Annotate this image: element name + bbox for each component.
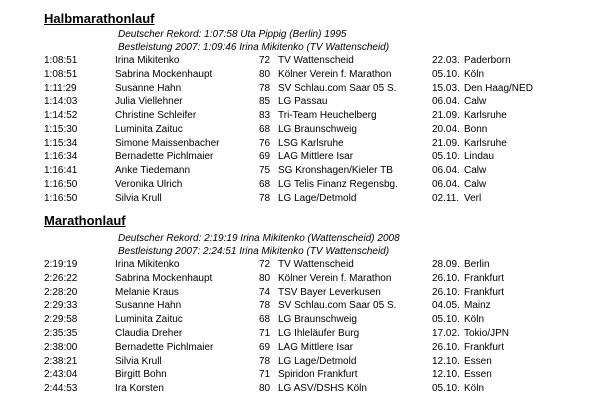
cell-date: 22.03. bbox=[432, 55, 460, 66]
cell-time: 1:15:30 bbox=[44, 123, 78, 135]
cell-date: 26.10. bbox=[432, 341, 460, 353]
cell-name: Luminita Zaituc bbox=[115, 123, 183, 135]
cell-year: 72 bbox=[259, 259, 271, 270]
halbmarathon-best: Bestleistung 2007: 1:09:46 Irina Mikitenko (TV Wattenscheid) bbox=[118, 42, 390, 53]
cell-year: 75 bbox=[259, 165, 271, 176]
cell-time: 1:08:51 bbox=[44, 68, 78, 80]
cell-place: Paderborn bbox=[464, 55, 511, 66]
cell-time: 2:29:58 bbox=[44, 314, 78, 326]
cell-name: Bernadette Pichlmaier bbox=[115, 341, 214, 353]
cell-time: 2:35:35 bbox=[44, 328, 78, 339]
cell-year: 68 bbox=[259, 314, 271, 326]
cell-place: Frankfurt bbox=[464, 272, 505, 284]
cell-year: 69 bbox=[259, 341, 271, 353]
cell-date: 28.09. bbox=[432, 259, 460, 270]
cell-date: 06.04. bbox=[432, 165, 460, 176]
cell-date: 05.10. bbox=[432, 151, 460, 163]
cell-club: Kölner Verein f. Marathon bbox=[278, 68, 392, 80]
cell-place: Calw bbox=[464, 165, 487, 176]
cell-name: Sabrina Mockenhaupt bbox=[115, 272, 213, 284]
cell-year: 78 bbox=[259, 300, 271, 312]
cell-time: 1:16:50 bbox=[44, 178, 78, 190]
cell-time: 2:38:00 bbox=[44, 341, 78, 353]
cell-time: 1:16:41 bbox=[44, 165, 78, 176]
cell-name: Claudia Dreher bbox=[115, 328, 183, 339]
cell-club: SG Kronshagen/Kieler TB bbox=[278, 165, 393, 176]
cell-date: 12.10. bbox=[432, 369, 460, 381]
cell-place: Den Haag/NED bbox=[464, 82, 533, 94]
cell-date: 06.04. bbox=[432, 96, 460, 108]
cell-place: Frankfurt bbox=[464, 286, 505, 298]
cell-name: Julia Viellehner bbox=[115, 96, 183, 108]
marathon-record: Deutscher Rekord: 2:19:19 Irina Mikitenko (Wattenscheid) 2008 bbox=[118, 233, 400, 244]
cell-date: 05.10. bbox=[432, 68, 460, 80]
cell-place: Köln bbox=[464, 383, 485, 395]
cell-name: Birgitt Bohn bbox=[115, 369, 167, 381]
cell-time: 1:16:34 bbox=[44, 151, 78, 163]
cell-date: 05.10. bbox=[432, 314, 460, 326]
cell-club: Tri-Team Heuchelberg bbox=[278, 110, 377, 121]
cell-year: 80 bbox=[259, 68, 271, 80]
cell-time: 1:14:03 bbox=[44, 96, 78, 108]
cell-name: Ira Korsten bbox=[115, 383, 164, 395]
cell-place: Verl bbox=[464, 192, 482, 204]
cell-time: 2:43:04 bbox=[44, 369, 78, 381]
cell-name: Susanne Hahn bbox=[115, 300, 182, 312]
cell-club: TSV Bayer Leverkusen bbox=[278, 286, 381, 298]
cell-time: 2:28:20 bbox=[44, 286, 78, 298]
cell-club: SV Schlau.com Saar 05 S. bbox=[278, 82, 397, 94]
cell-date: 21.09. bbox=[432, 110, 460, 121]
cell-name: Veronika Ulrich bbox=[115, 178, 183, 190]
cell-year: 68 bbox=[259, 178, 271, 190]
cell-date: 26.10. bbox=[432, 272, 460, 284]
cell-date: 15.03. bbox=[432, 82, 460, 94]
cell-place: Karlsruhe bbox=[464, 110, 507, 121]
cell-time: 2:19:19 bbox=[44, 259, 78, 270]
cell-place: Lindau bbox=[464, 151, 495, 163]
cell-time: 2:29:33 bbox=[44, 300, 78, 312]
cell-date: 26.10. bbox=[432, 286, 460, 298]
cell-club: LAG Mittlere Isar bbox=[278, 151, 354, 163]
cell-date: 04.05. bbox=[432, 300, 460, 312]
cell-year: 78 bbox=[259, 355, 271, 367]
cell-time: 2:44:53 bbox=[44, 383, 78, 395]
cell-club: Kölner Verein f. Marathon bbox=[278, 272, 392, 284]
cell-date: 12.10. bbox=[432, 355, 460, 367]
cell-date: 02.11. bbox=[432, 192, 460, 204]
marathon-title: Marathonlauf bbox=[44, 213, 126, 228]
cell-time: 1:08:51 bbox=[44, 55, 78, 66]
cell-place: Essen bbox=[464, 355, 492, 367]
cell-club: Spiridon Frankfurt bbox=[278, 369, 358, 381]
cell-place: Karlsruhe bbox=[464, 137, 507, 149]
cell-club: SV Schlau.com Saar 05 S. bbox=[278, 300, 397, 312]
cell-club: TV Wattenscheid bbox=[278, 55, 354, 66]
cell-club: LG Ihleläufer Burg bbox=[278, 328, 360, 339]
cell-club: LG Braunschweig bbox=[278, 123, 357, 135]
cell-name: Silvia Krull bbox=[115, 192, 162, 204]
cell-time: 2:26:22 bbox=[44, 272, 78, 284]
cell-date: 20.04. bbox=[432, 123, 460, 135]
cell-club: LG Braunschweig bbox=[278, 314, 357, 326]
cell-time: 2:38:21 bbox=[44, 355, 78, 367]
cell-time: 1:15:34 bbox=[44, 137, 78, 149]
cell-date: 17.02. bbox=[432, 328, 460, 339]
cell-club: LG Lage/Detmold bbox=[278, 192, 357, 204]
cell-place: Mainz bbox=[464, 300, 491, 312]
cell-time: 1:16:50 bbox=[44, 192, 78, 204]
cell-club: LG Telis Finanz Regensbg. bbox=[278, 178, 398, 190]
halbmarathon-title: Halbmarathonlauf bbox=[44, 11, 155, 26]
cell-year: 85 bbox=[259, 96, 271, 108]
cell-year: 76 bbox=[259, 137, 271, 149]
cell-year: 78 bbox=[259, 82, 271, 94]
cell-name: Bernadette Pichlmaier bbox=[115, 151, 214, 163]
cell-place: Bonn bbox=[464, 123, 488, 135]
cell-name: Sabrina Mockenhaupt bbox=[115, 68, 213, 80]
cell-place: Berlin bbox=[464, 259, 490, 270]
cell-place: Calw bbox=[464, 96, 487, 108]
cell-name: Simone Maissenbacher bbox=[115, 137, 220, 149]
cell-date: 06.04. bbox=[432, 178, 460, 190]
cell-year: 74 bbox=[259, 286, 271, 298]
cell-year: 68 bbox=[259, 123, 271, 135]
cell-time: 1:14:52 bbox=[44, 110, 78, 121]
cell-date: 05.10. bbox=[432, 383, 460, 395]
cell-year: 69 bbox=[259, 151, 271, 163]
cell-name: Melanie Kraus bbox=[115, 286, 179, 298]
cell-club: LAG Mittlere Isar bbox=[278, 341, 354, 353]
cell-name: Anke Tiedemann bbox=[115, 165, 191, 176]
cell-year: 71 bbox=[259, 328, 271, 339]
marathon-best: Bestleistung 2007: 2:24:51 Irina Mikitenko (TV Wattenscheid) bbox=[118, 246, 390, 257]
cell-place: Essen bbox=[464, 369, 492, 381]
cell-place: Frankfurt bbox=[464, 341, 505, 353]
cell-name: Irina Mikitenko bbox=[115, 55, 180, 66]
cell-place: Tokio/JPN bbox=[464, 328, 510, 339]
cell-club: LSG Karlsruhe bbox=[278, 137, 344, 149]
cell-year: 78 bbox=[259, 192, 271, 204]
cell-place: Köln bbox=[464, 68, 485, 80]
cell-club: LG Lage/Detmold bbox=[278, 355, 357, 367]
cell-place: Calw bbox=[464, 178, 487, 190]
cell-year: 83 bbox=[259, 110, 271, 121]
cell-name: Christine Schleifer bbox=[115, 110, 197, 121]
cell-club: TV Wattenscheid bbox=[278, 259, 354, 270]
cell-year: 71 bbox=[259, 369, 271, 381]
halbmarathon-record: Deutscher Rekord: 1:07:58 Uta Pippig (Berlin) 1995 bbox=[118, 29, 347, 40]
cell-name: Silvia Krull bbox=[115, 355, 162, 367]
cell-name: Susanne Hahn bbox=[115, 82, 182, 94]
cell-year: 80 bbox=[259, 272, 271, 284]
cell-place: Köln bbox=[464, 314, 485, 326]
cell-club: LG ASV/DSHS Köln bbox=[278, 383, 367, 395]
cell-time: 1:11:29 bbox=[44, 82, 77, 94]
cell-name: Irina Mikitenko bbox=[115, 259, 180, 270]
cell-year: 72 bbox=[259, 55, 271, 66]
cell-name: Luminita Zaituc bbox=[115, 314, 183, 326]
cell-year: 80 bbox=[259, 383, 271, 395]
cell-date: 21.09. bbox=[432, 137, 460, 149]
cell-club: LG Passau bbox=[278, 96, 328, 108]
